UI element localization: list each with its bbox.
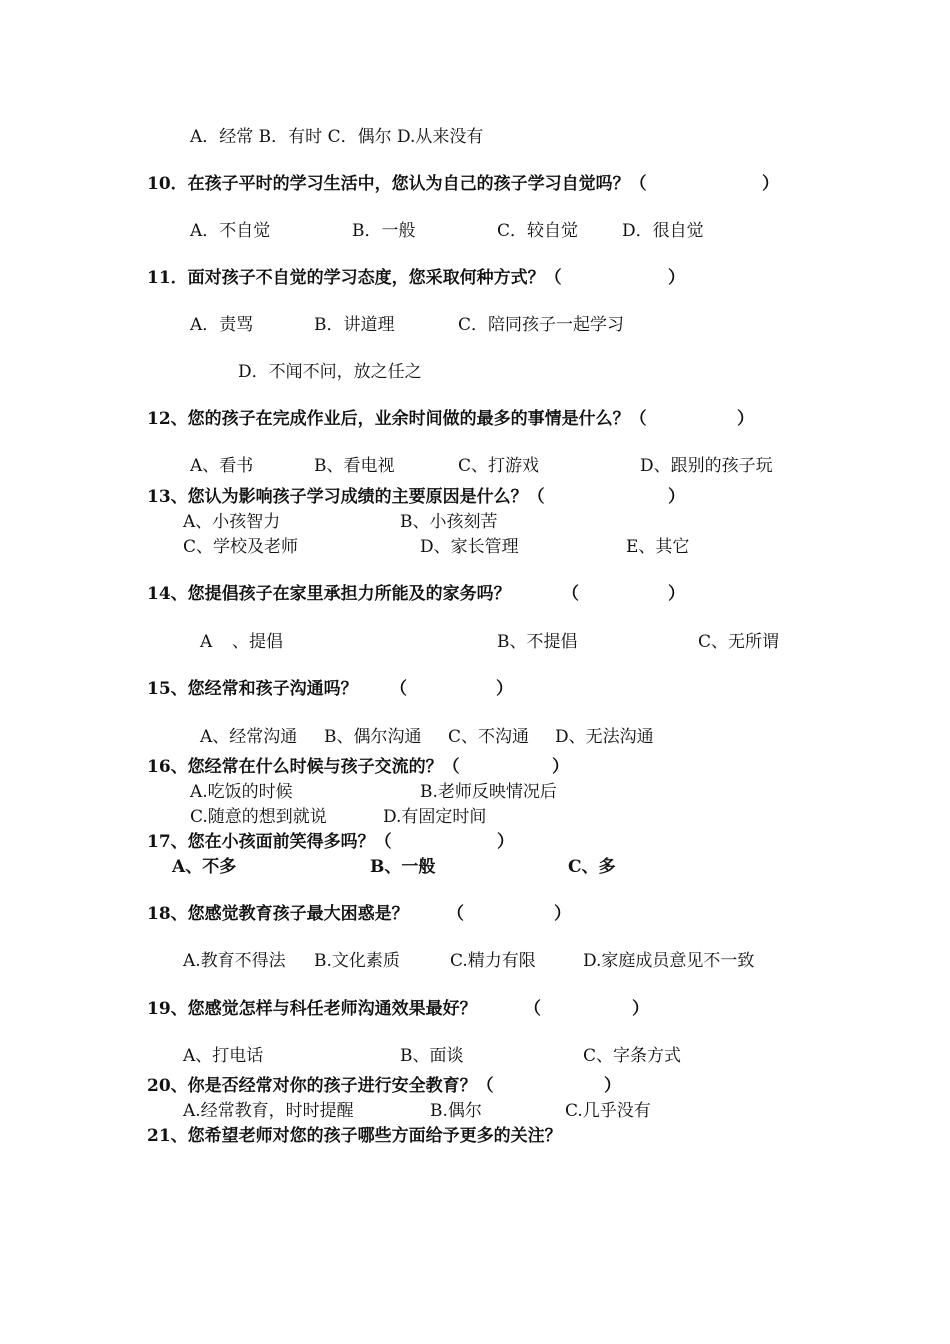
q14-option-c: C、无所谓 xyxy=(698,632,780,652)
q16-option-d: D.有固定时间 xyxy=(383,807,487,827)
q11-option-a: A．责骂 xyxy=(190,315,254,335)
question-13: 13、您认为影响孩子学习成绩的主要原因是什么？（ xyxy=(147,487,545,507)
q10-option-a: A．不自觉 xyxy=(190,221,271,241)
question-14: 14、您提倡孩子在家里承担力所能及的家务吗？ xyxy=(147,584,511,604)
q19-option-b: B、面谈 xyxy=(400,1046,464,1066)
question-19: 19、您感觉怎样与科任老师沟通效果最好？ xyxy=(147,999,477,1019)
q10-option-c: C．较自觉 xyxy=(497,221,579,241)
q12-option-a: A、看书 xyxy=(190,456,254,476)
q16-option-a: A.吃饭的时候 xyxy=(190,782,293,802)
q15-option-a: A、经常沟通 xyxy=(200,727,298,747)
question-19-close: ） xyxy=(632,999,649,1019)
q14-option-a-text: 、提倡 xyxy=(232,632,283,652)
q18-option-b: B.文化素质 xyxy=(314,951,400,971)
question-16: 16、您经常在什么时候与孩子交流的？（ xyxy=(147,757,460,777)
question-12: 12、您的孩子在完成作业后，业余时间做的最多的事情是什么？（ xyxy=(147,409,647,429)
q15-option-b: B、偶尔沟通 xyxy=(324,727,422,747)
q13-option-a: A、小孩智力 xyxy=(183,512,281,532)
q18-option-c: C.精力有限 xyxy=(450,951,536,971)
q18-option-a: A.教育不得法 xyxy=(183,951,286,971)
q13-option-e: E、其它 xyxy=(626,537,690,557)
question-20: 20、你是否经常对你的孩子进行安全教育？（ xyxy=(147,1076,494,1096)
question-10: 10．在孩子平时的学习生活中，您认为自己的孩子学习自觉吗？（ xyxy=(147,174,647,194)
question-19-open: （ xyxy=(524,999,541,1019)
q17-option-a: A、不多 xyxy=(172,857,237,877)
q20-option-c: C.几乎没有 xyxy=(565,1101,651,1121)
question-20-close: ） xyxy=(604,1076,621,1096)
question-15-close: ） xyxy=(496,679,513,699)
question-18-open: （ xyxy=(447,904,464,924)
question-18-close: ） xyxy=(554,904,571,924)
q12-option-c: C、打游戏 xyxy=(458,456,540,476)
q12-option-b: B、看电视 xyxy=(314,456,395,476)
q11-option-d: D．不闻不问，放之任之 xyxy=(238,362,422,382)
q20-option-a: A.经常教育，时时提醒 xyxy=(183,1101,354,1121)
question-10-close: ） xyxy=(762,174,779,194)
question-18: 18、您感觉教育孩子最大困惑是？ xyxy=(147,904,409,924)
q18-option-d: D.家庭成员意见不一致 xyxy=(583,951,755,971)
q10-option-d: D．很自觉 xyxy=(622,221,704,241)
q16-option-c: C.随意的想到就说 xyxy=(190,807,327,827)
question-16-close: ） xyxy=(552,757,569,777)
question-11-close: ） xyxy=(668,268,685,288)
q13-option-c: C、学校及老师 xyxy=(183,537,299,557)
q16-option-b: B.老师反映情况后 xyxy=(420,782,557,802)
q11-option-c: C．陪同孩子一起学习 xyxy=(458,315,625,335)
q15-option-d: D、无法沟通 xyxy=(555,727,654,747)
q17-option-c: C、多 xyxy=(568,857,616,877)
question-12-close: ） xyxy=(737,409,754,429)
question-21: 21、您希望老师对您的孩子哪些方面给予更多的关注？ xyxy=(147,1126,562,1146)
q19-option-c: C、字条方式 xyxy=(583,1046,682,1066)
q12-option-d: D、跟别的孩子玩 xyxy=(640,456,773,476)
question-15: 15、您经常和孩子沟通吗？ xyxy=(147,679,358,699)
question-11: 11．面对孩子不自觉的学习态度，您采取何种方式？（ xyxy=(147,268,562,288)
question-14-open: （ xyxy=(562,584,579,604)
q10-option-b: B．一般 xyxy=(352,221,416,241)
question-15-open: （ xyxy=(390,679,407,699)
question-17: 17、您在小孩面前笑得多吗？（ xyxy=(147,832,392,852)
q14-option-a-letter: A xyxy=(200,632,213,652)
question-14-close: ） xyxy=(668,584,685,604)
q14-option-b: B、不提倡 xyxy=(497,632,578,652)
q9-options: A．经常 B．有时 C．偶尔 D.从来没有 xyxy=(190,127,484,147)
question-17-close: ） xyxy=(497,832,514,852)
q15-option-c: C、不沟通 xyxy=(448,727,530,747)
question-13-close: ） xyxy=(668,487,685,507)
q11-option-b: B．讲道理 xyxy=(314,315,395,335)
q13-option-d: D、家长管理 xyxy=(420,537,519,557)
q17-option-b: B、一般 xyxy=(370,857,436,877)
q20-option-b: B.偶尔 xyxy=(430,1101,482,1121)
q13-option-b: B、小孩刻苦 xyxy=(400,512,498,532)
q19-option-a: A、打电话 xyxy=(183,1046,264,1066)
